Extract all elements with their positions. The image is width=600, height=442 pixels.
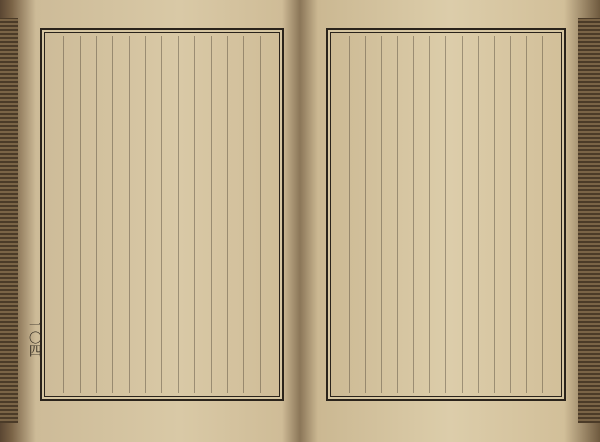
text-column — [542, 36, 558, 393]
page-number: 一〇四 — [26, 318, 41, 357]
text-column — [462, 36, 478, 393]
right-columns — [334, 36, 558, 393]
text-column — [381, 36, 397, 393]
left-page — [22, 18, 294, 423]
text-column — [494, 36, 510, 393]
text-column — [178, 36, 194, 393]
text-column — [161, 36, 177, 393]
text-column — [227, 36, 243, 393]
right-page — [308, 18, 576, 423]
text-column — [349, 36, 365, 393]
text-column — [334, 36, 349, 393]
text-column — [129, 36, 145, 393]
page-edge-left — [0, 18, 18, 423]
text-column — [243, 36, 259, 393]
text-column — [80, 36, 96, 393]
text-column — [510, 36, 526, 393]
text-column — [365, 36, 381, 393]
text-column — [478, 36, 494, 393]
text-column — [526, 36, 542, 393]
text-column — [413, 36, 429, 393]
text-column — [145, 36, 161, 393]
text-column — [429, 36, 445, 393]
text-column — [194, 36, 210, 393]
text-column — [63, 36, 79, 393]
page-edge-right — [578, 18, 600, 423]
left-columns — [48, 36, 276, 393]
text-column — [48, 36, 63, 393]
text-column — [260, 36, 276, 393]
left-text-frame — [40, 28, 284, 401]
text-column — [211, 36, 227, 393]
right-text-frame — [326, 28, 566, 401]
text-column — [397, 36, 413, 393]
text-column — [96, 36, 112, 393]
text-column — [112, 36, 128, 393]
text-column — [445, 36, 461, 393]
